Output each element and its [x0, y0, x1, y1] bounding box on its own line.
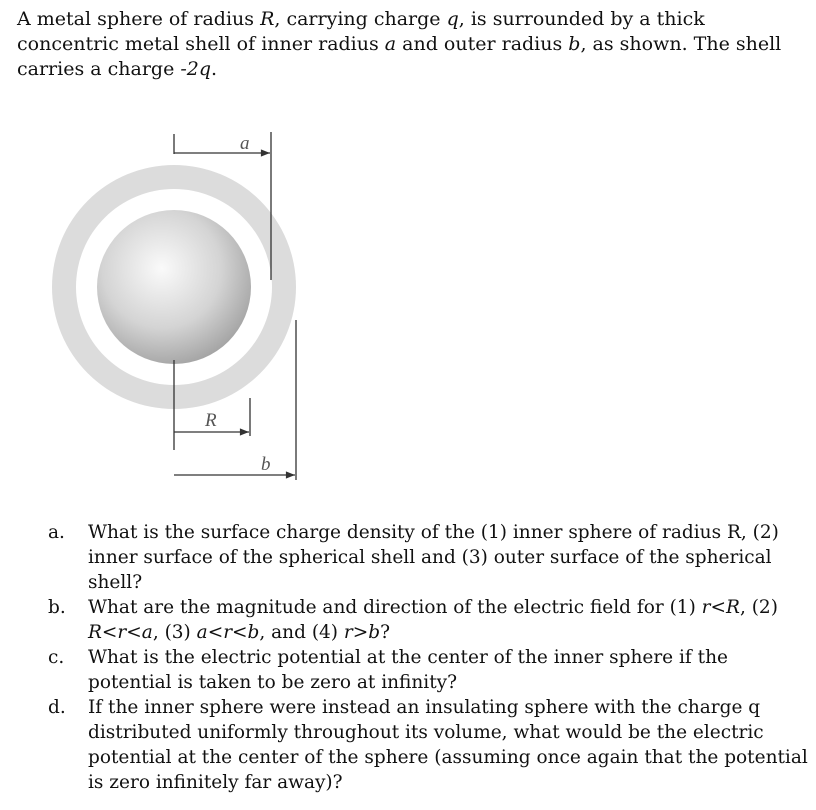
question-marker: b.: [48, 597, 66, 618]
intro-text: , as shown. The shell carries a charge: [17, 33, 782, 80]
condition-3: a<r<b: [196, 622, 260, 643]
intro-text: .: [211, 58, 218, 80]
question-a: [48, 520, 808, 595]
label-R: R: [205, 410, 217, 431]
condition-2: R<r<a: [88, 622, 153, 643]
question-text: What is the electric potential at the center of the inner sphere if the potential is taken to be zero at infinity?: [88, 647, 728, 693]
question-text: , and (4): [259, 622, 344, 643]
question-text: If the inner sphere were instead an insulating sphere with the charge q distributed uniformly throughout its volume, what would be the electric potential at the center of the sphere (assuming once again that the potential is zero infinitely far away)?: [88, 697, 808, 793]
var-q: q: [446, 8, 459, 30]
question-c: [48, 645, 808, 695]
var-a: a: [384, 33, 397, 55]
question-marker: a.: [48, 522, 65, 543]
condition-1: r<R: [701, 597, 740, 618]
intro-text: , carrying charge: [274, 8, 447, 30]
question-text: , (2): [739, 597, 778, 618]
inner-sphere: [97, 210, 251, 364]
var-R: R: [260, 8, 275, 30]
question-text: , (3): [152, 622, 197, 643]
var-b: b: [568, 33, 581, 55]
question-text: What are the magnitude and direction of the electric field for (1): [88, 597, 702, 618]
label-b: b: [261, 454, 271, 475]
question-d: [48, 695, 808, 795]
question-b: [48, 595, 808, 645]
sphere-shell-figure: [0, 120, 420, 500]
question-text: What is the surface charge density of the (1) inner sphere of radius R, (2) inner surface of the spherical shell and (3) outer surface of the spherical shell?: [88, 522, 779, 593]
intro-text: A metal sphere of radius: [17, 8, 261, 30]
intro-text: and outer radius: [396, 33, 569, 55]
label-a: a: [240, 133, 250, 154]
question-list: [48, 520, 808, 795]
figure-svg: [0, 120, 420, 500]
shell-charge: -2q: [180, 58, 212, 80]
intro-text: , is surrounded by a thick concentric metal shell of inner radius: [17, 8, 705, 55]
question-marker: c.: [48, 647, 65, 668]
problem-statement: [17, 7, 807, 82]
condition-4: r>b: [343, 622, 381, 643]
question-marker: d.: [48, 697, 66, 718]
question-text: ?: [380, 622, 391, 643]
